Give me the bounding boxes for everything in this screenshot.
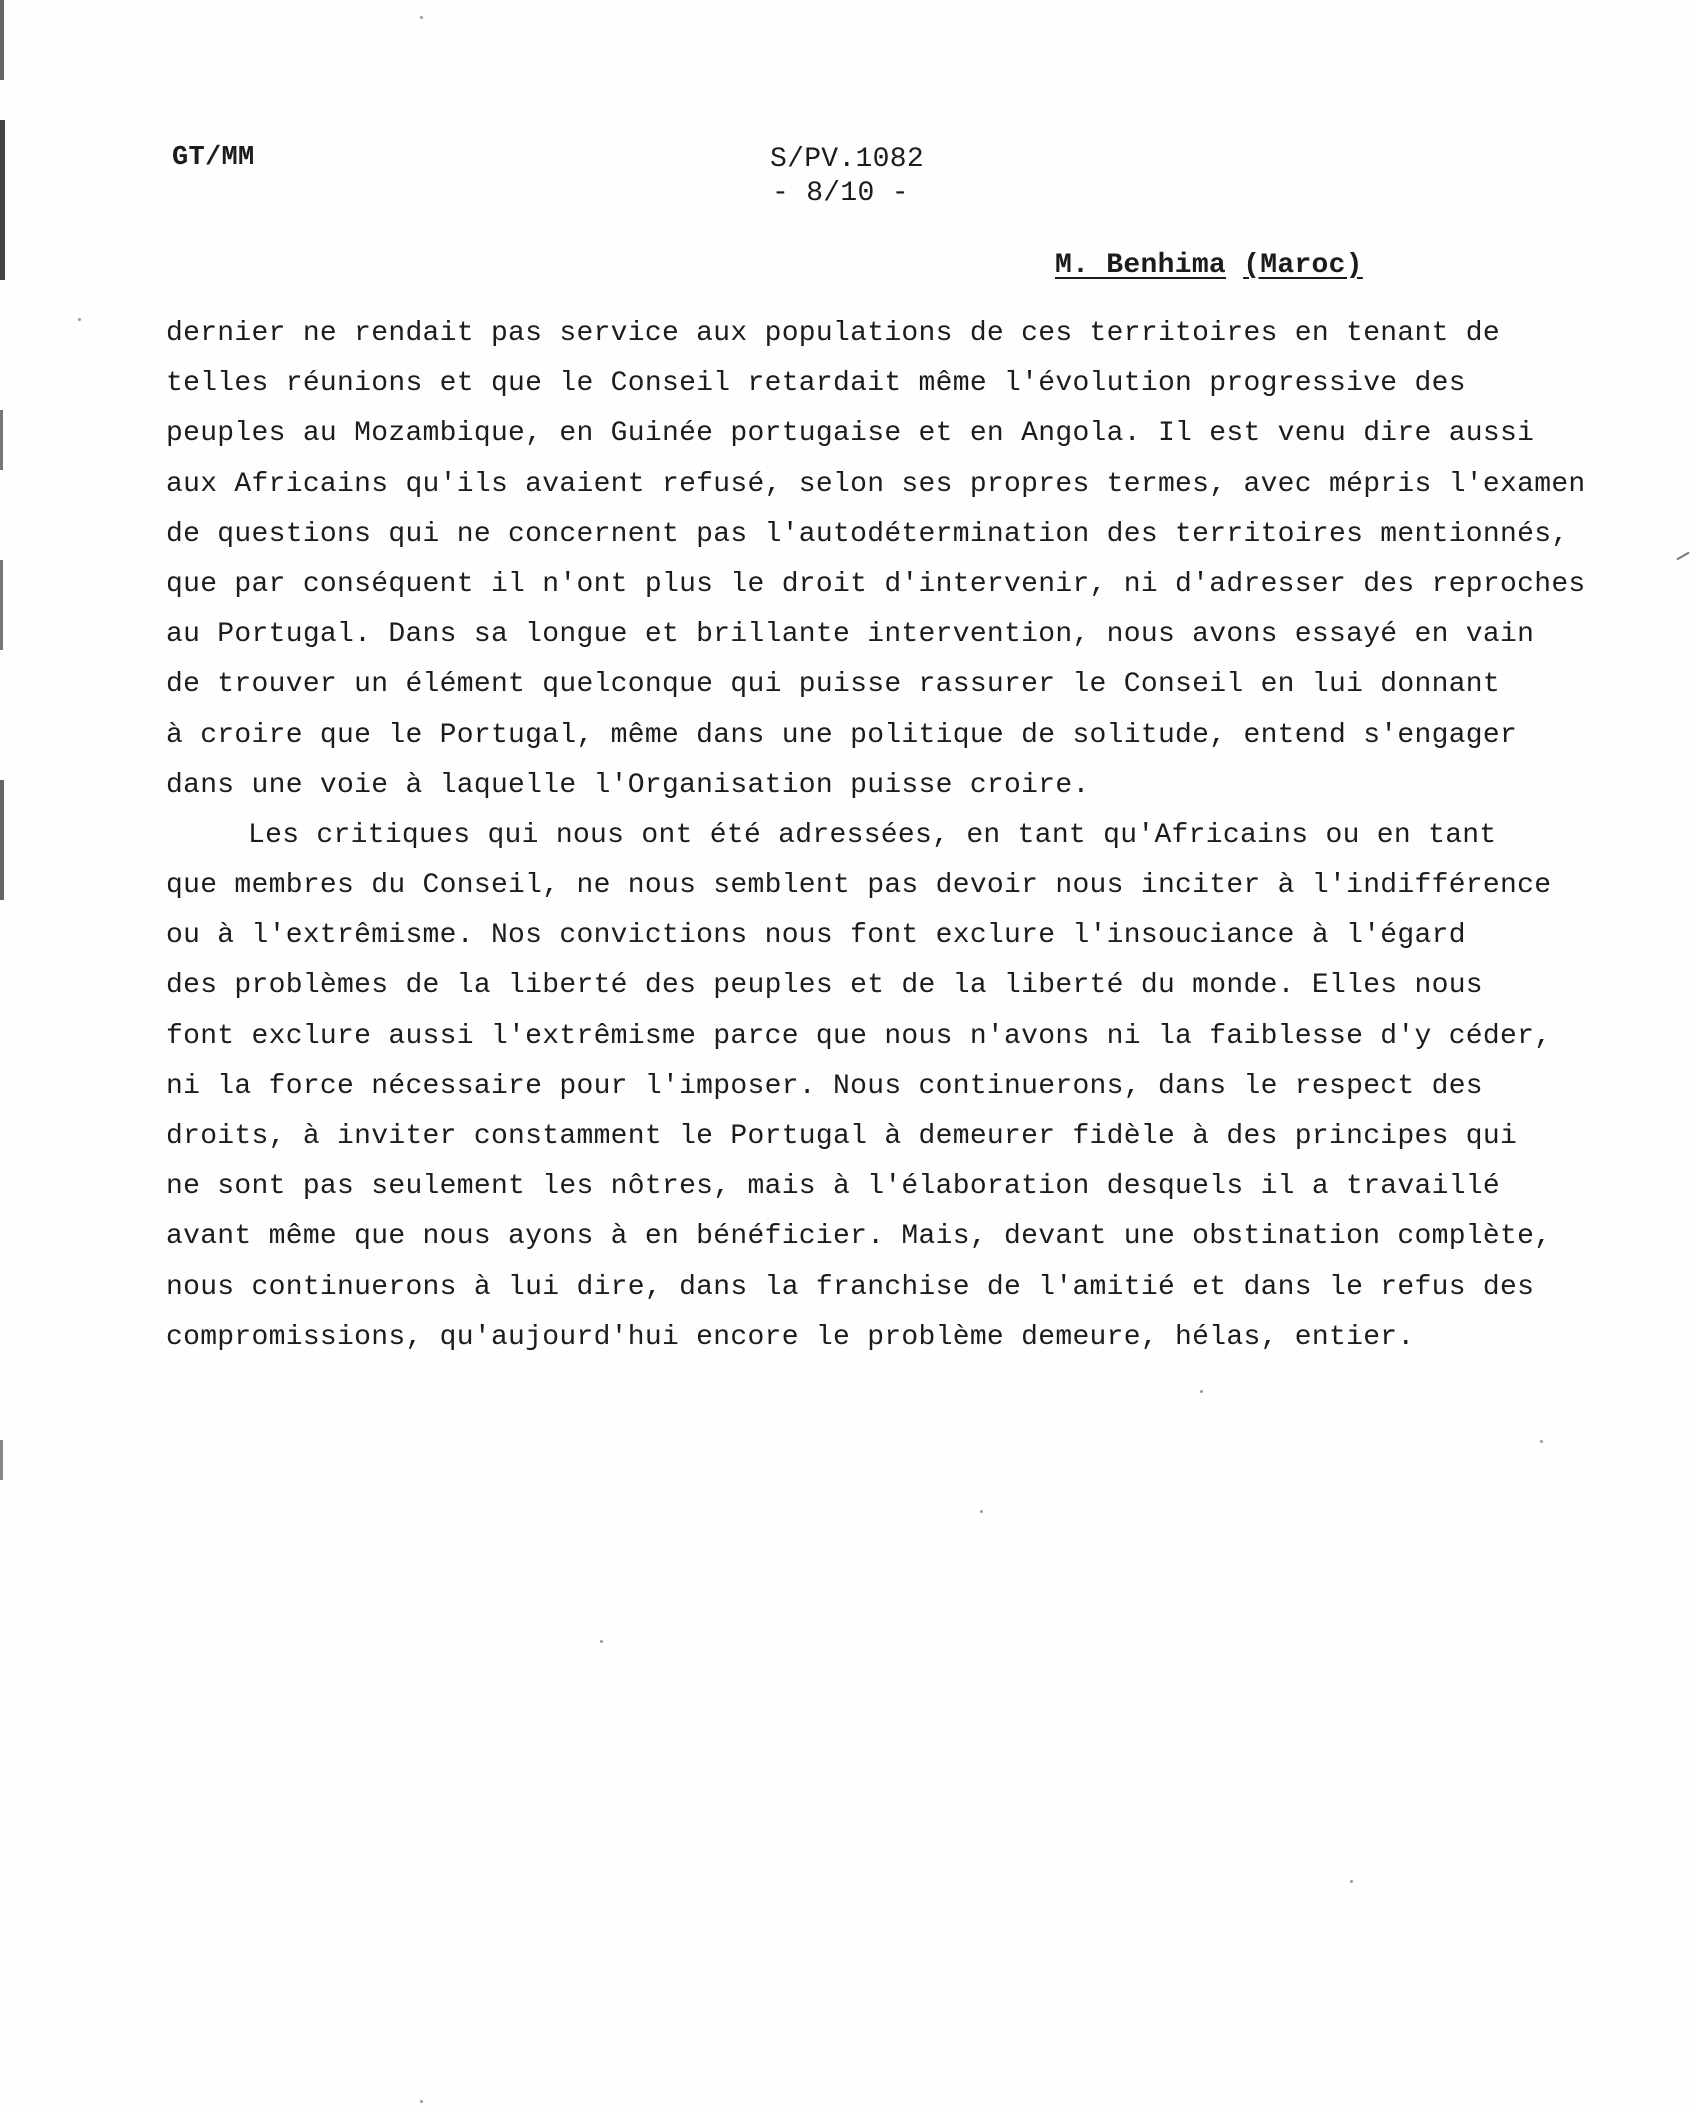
text-line: avant même que nous ayons à en bénéficier. Mais, devant une obstination complète, (166, 1221, 1552, 1253)
speech-text (166, 309, 1586, 1363)
scan-edge-mark (0, 1440, 3, 1480)
text-line: dans une voie à laquelle l'Organisation puisse croire. (166, 769, 1090, 801)
speaker-country: (Maroc) (1243, 250, 1363, 281)
text-line: de questions qui ne concernent pas l'autodétermination des territoires mentionnés, (166, 518, 1569, 550)
scan-speck (600, 1640, 603, 1643)
scan-edge-mark (0, 120, 5, 280)
text-line: Les critiques qui nous ont été adressées, en tant qu'Africains ou en tant (248, 819, 1497, 851)
scan-edge-mark (0, 0, 4, 80)
text-line: ne sont pas seulement les nôtres, mais à l'élaboration desquels il a travaillé (166, 1171, 1501, 1203)
scan-speck (1540, 1440, 1543, 1443)
text-line: que membres du Conseil, ne nous semblent pas devoir nous inciter à l'indifférence (166, 870, 1552, 902)
typist-initials: GT/MM (172, 143, 255, 173)
text-line: à croire que le Portugal, même dans une politique de solitude, entend s'engager (166, 719, 1518, 751)
text-line: ou à l'extrêmisme. Nos convictions nous font exclure l'insouciance à l'égard (166, 920, 1466, 952)
page-number: - 8/10 - (772, 178, 909, 209)
scan-edge-mark (0, 560, 3, 650)
scan-speck (420, 16, 423, 19)
scan-speck (1200, 1390, 1203, 1393)
text-line: ni la force nécessaire pour l'imposer. Nous continuerons, dans le respect des (166, 1070, 1483, 1102)
text-line: peuples au Mozambique, en Guinée portugaise et en Angola. Il est venu dire aussi (166, 418, 1535, 450)
text-line: au Portugal. Dans sa longue et brillante intervention, nous avons essayé en vain (166, 619, 1535, 651)
scan-speck (420, 2100, 423, 2103)
text-line: des problèmes de la liberté des peuples et de la liberté du monde. Elles nous (166, 970, 1483, 1002)
speaker-heading (1055, 250, 1363, 281)
scan-edge-mark (0, 410, 3, 470)
text-line: droits, à inviter constamment le Portugal à demeurer fidèle à des principes qui (166, 1121, 1518, 1152)
paragraph (166, 811, 1566, 1363)
text-line: dernier ne rendait pas service aux populations de ces territoires en tenant de (166, 318, 1501, 349)
text-line: aux Africains qu'ils avaient refusé, selon ses propres termes, avec mépris l'examen (166, 468, 1586, 500)
scan-speck (980, 1510, 983, 1513)
scan-speck (78, 318, 81, 321)
text-line: compromissions, qu'aujourd'hui encore le problème demeure, hélas, entier. (166, 1321, 1415, 1353)
document-reference (770, 143, 924, 211)
text-line: telles réunions et que le Conseil retardait même l'évolution progressive des (166, 368, 1466, 400)
text-line: nous continuerons à lui dire, dans la franchise de l'amitié et dans le refus des (166, 1271, 1535, 1303)
scan-edge-mark (0, 780, 4, 900)
document-symbol: S/PV.1082 (770, 144, 924, 175)
scan-speck (1676, 552, 1689, 561)
scan-speck (1350, 1880, 1353, 1883)
paragraph (166, 309, 1586, 811)
text-line: de trouver un élément quelconque qui puisse rassurer le Conseil en lui donnant (166, 669, 1501, 701)
text-line: font exclure aussi l'extrêmisme parce que nous n'avons ni la faiblesse d'y céder, (166, 1020, 1552, 1052)
speaker-name: M. Benhima (1055, 250, 1227, 281)
text-line: que par conséquent il n'ont plus le droit d'intervenir, ni d'adresser des reproches (166, 568, 1586, 600)
